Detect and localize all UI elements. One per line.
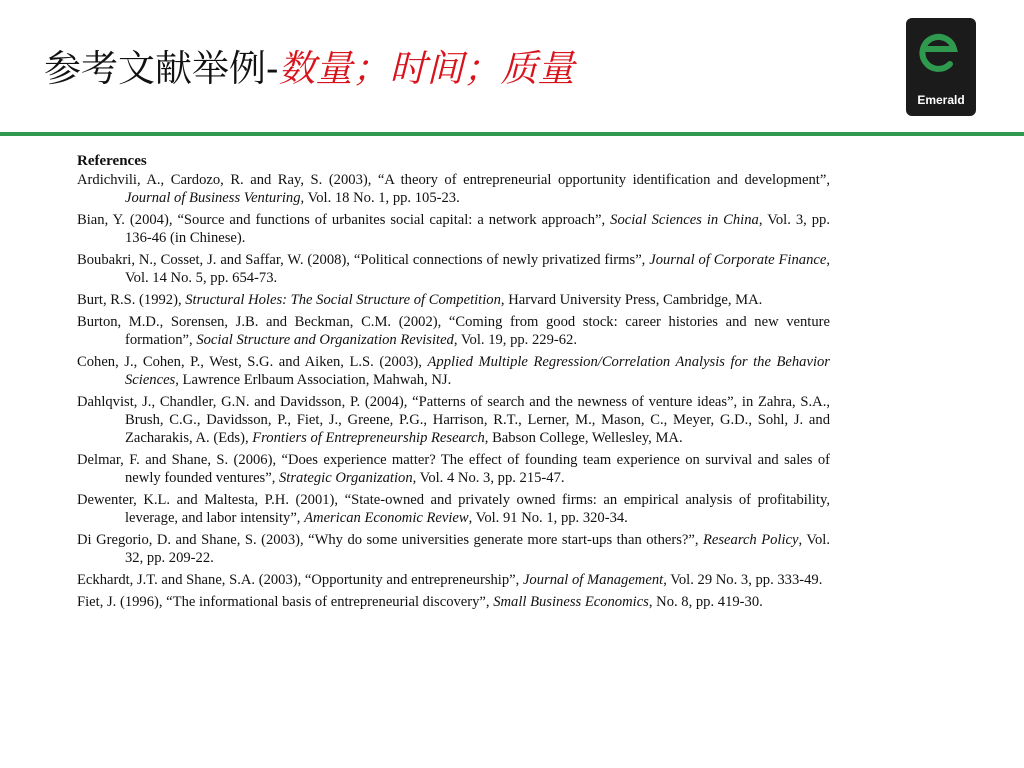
references-heading: References	[77, 153, 147, 169]
slide-title-prefix: 参考文献举例-	[44, 47, 279, 90]
reference-text: , Vol. 32, pp. 209-22.	[125, 532, 830, 566]
reference-entry	[77, 171, 830, 207]
reference-text: , Harvard University Press, Cambridge, MA.	[500, 292, 763, 308]
reference-entry	[77, 393, 830, 447]
reference-text: , Babson College, Wellesley, MA.	[484, 430, 683, 446]
reference-text: Eckhardt, J.T. and Shane, S.A. (2003), “Opportunity and entrepreneurship”,	[77, 572, 523, 588]
reference-entry	[77, 571, 830, 589]
reference-text: , Vol. 14 No. 5, pp. 654-73.	[125, 252, 830, 286]
reference-entry	[77, 251, 830, 287]
reference-source-title: Journal of Management	[522, 572, 664, 588]
reference-text: Burton, M.D., Sorensen, J.B. and Beckman, C.M. (2002), “Coming from good stock: career histories and new venture formation”,	[77, 314, 830, 348]
reference-text: , No. 8, pp. 419-30.	[648, 594, 763, 610]
reference-list	[77, 171, 830, 611]
emerald-e-icon	[916, 25, 966, 83]
slide-title	[44, 47, 575, 90]
reference-source-title: Small Business Economics	[493, 594, 649, 610]
references-section	[77, 152, 830, 615]
reference-text: Di Gregorio, D. and Shane, S. (2003), “Why do some universities generate more start-ups than others?”,	[77, 532, 703, 548]
reference-entry	[77, 291, 830, 309]
reference-text: , Vol. 91 No. 1, pp. 320-34.	[468, 510, 628, 526]
reference-source-title: American Economic Review	[304, 510, 469, 526]
reference-text: , Vol. 29 No. 3, pp. 333-49.	[663, 572, 823, 588]
reference-text: , Vol. 19, pp. 229-62.	[453, 332, 577, 348]
reference-text: Burt, R.S. (1992),	[77, 292, 186, 308]
reference-source-title: Journal of Business Venturing	[125, 190, 301, 206]
reference-text: Bian, Y. (2004), “Source and functions of urbanites social capital: a network approach”,	[77, 212, 611, 228]
reference-text: , Vol. 3, pp. 136-46 (in Chinese).	[125, 212, 831, 246]
reference-entry	[77, 313, 830, 349]
reference-source-title: Social Sciences in China	[610, 212, 759, 228]
reference-source-title: Frontiers of Entrepreneurship Research	[252, 430, 485, 446]
reference-entry	[77, 531, 830, 567]
logo-label: Emerald	[917, 93, 965, 107]
slide-title-accent: 数量；时间；质量	[278, 47, 575, 90]
reference-text: Fiet, J. (1996), “The informational basis of entrepreneurial discovery”,	[77, 594, 494, 610]
reference-text: , Vol. 4 No. 3, pp. 215-47.	[412, 470, 565, 486]
reference-source-title: Social Structure and Organization Revisited	[196, 332, 454, 348]
reference-text: Dewenter, K.L. and Maltesta, P.H. (2001), “State-owned and privately owned firms: an empirical analysis of profitability, leverage, and labor intensity”,	[77, 492, 830, 526]
reference-text: Dahlqvist, J., Chandler, G.N. and Davidsson, P. (2004), “Patterns of search and the newness of venture ideas”, in Zahra, S.A., Brush, C.G., Davidsson, P., Fiet, J., Greene, P.G., Harrison, R.T., Lerner, M., Mason, C., Meyer, G.D., Sohl, J. and Zacharakis, A. (Eds),	[77, 394, 830, 446]
reference-source-title: Strategic Organization	[279, 470, 413, 486]
reference-source-title: Structural Holes: The Social Structure of Competition	[185, 292, 501, 308]
reference-text: Delmar, F. and Shane, S. (2006), “Does experience matter? The effect of founding team experience on survival and sales of newly founded ventures”,	[77, 452, 830, 486]
reference-text: , Lawrence Erlbaum Association, Mahwah, NJ.	[175, 372, 452, 388]
green-divider	[0, 132, 1024, 136]
emerald-logo	[906, 18, 976, 116]
reference-source-title: Applied Multiple Regression/Correlation Analysis for the Behavior Sciences	[125, 354, 830, 388]
reference-entry	[77, 451, 830, 487]
reference-entry	[77, 211, 830, 247]
reference-source-title: Journal of Corporate Finance	[649, 252, 827, 268]
reference-entry	[77, 353, 830, 389]
reference-entry	[77, 491, 830, 527]
reference-text: , Vol. 18 No. 1, pp. 105-23.	[300, 190, 460, 206]
reference-entry	[77, 593, 830, 611]
reference-text: Boubakri, N., Cosset, J. and Saffar, W. (2008), “Political connections of newly privatized firms”,	[77, 252, 650, 268]
reference-text: Cohen, J., Cohen, P., West, S.G. and Aiken, L.S. (2003),	[77, 354, 428, 370]
reference-source-title: Research Policy	[702, 532, 799, 548]
reference-text: Ardichvili, A., Cardozo, R. and Ray, S. (2003), “A theory of entrepreneurial opportunity identification and development”,	[77, 172, 830, 188]
